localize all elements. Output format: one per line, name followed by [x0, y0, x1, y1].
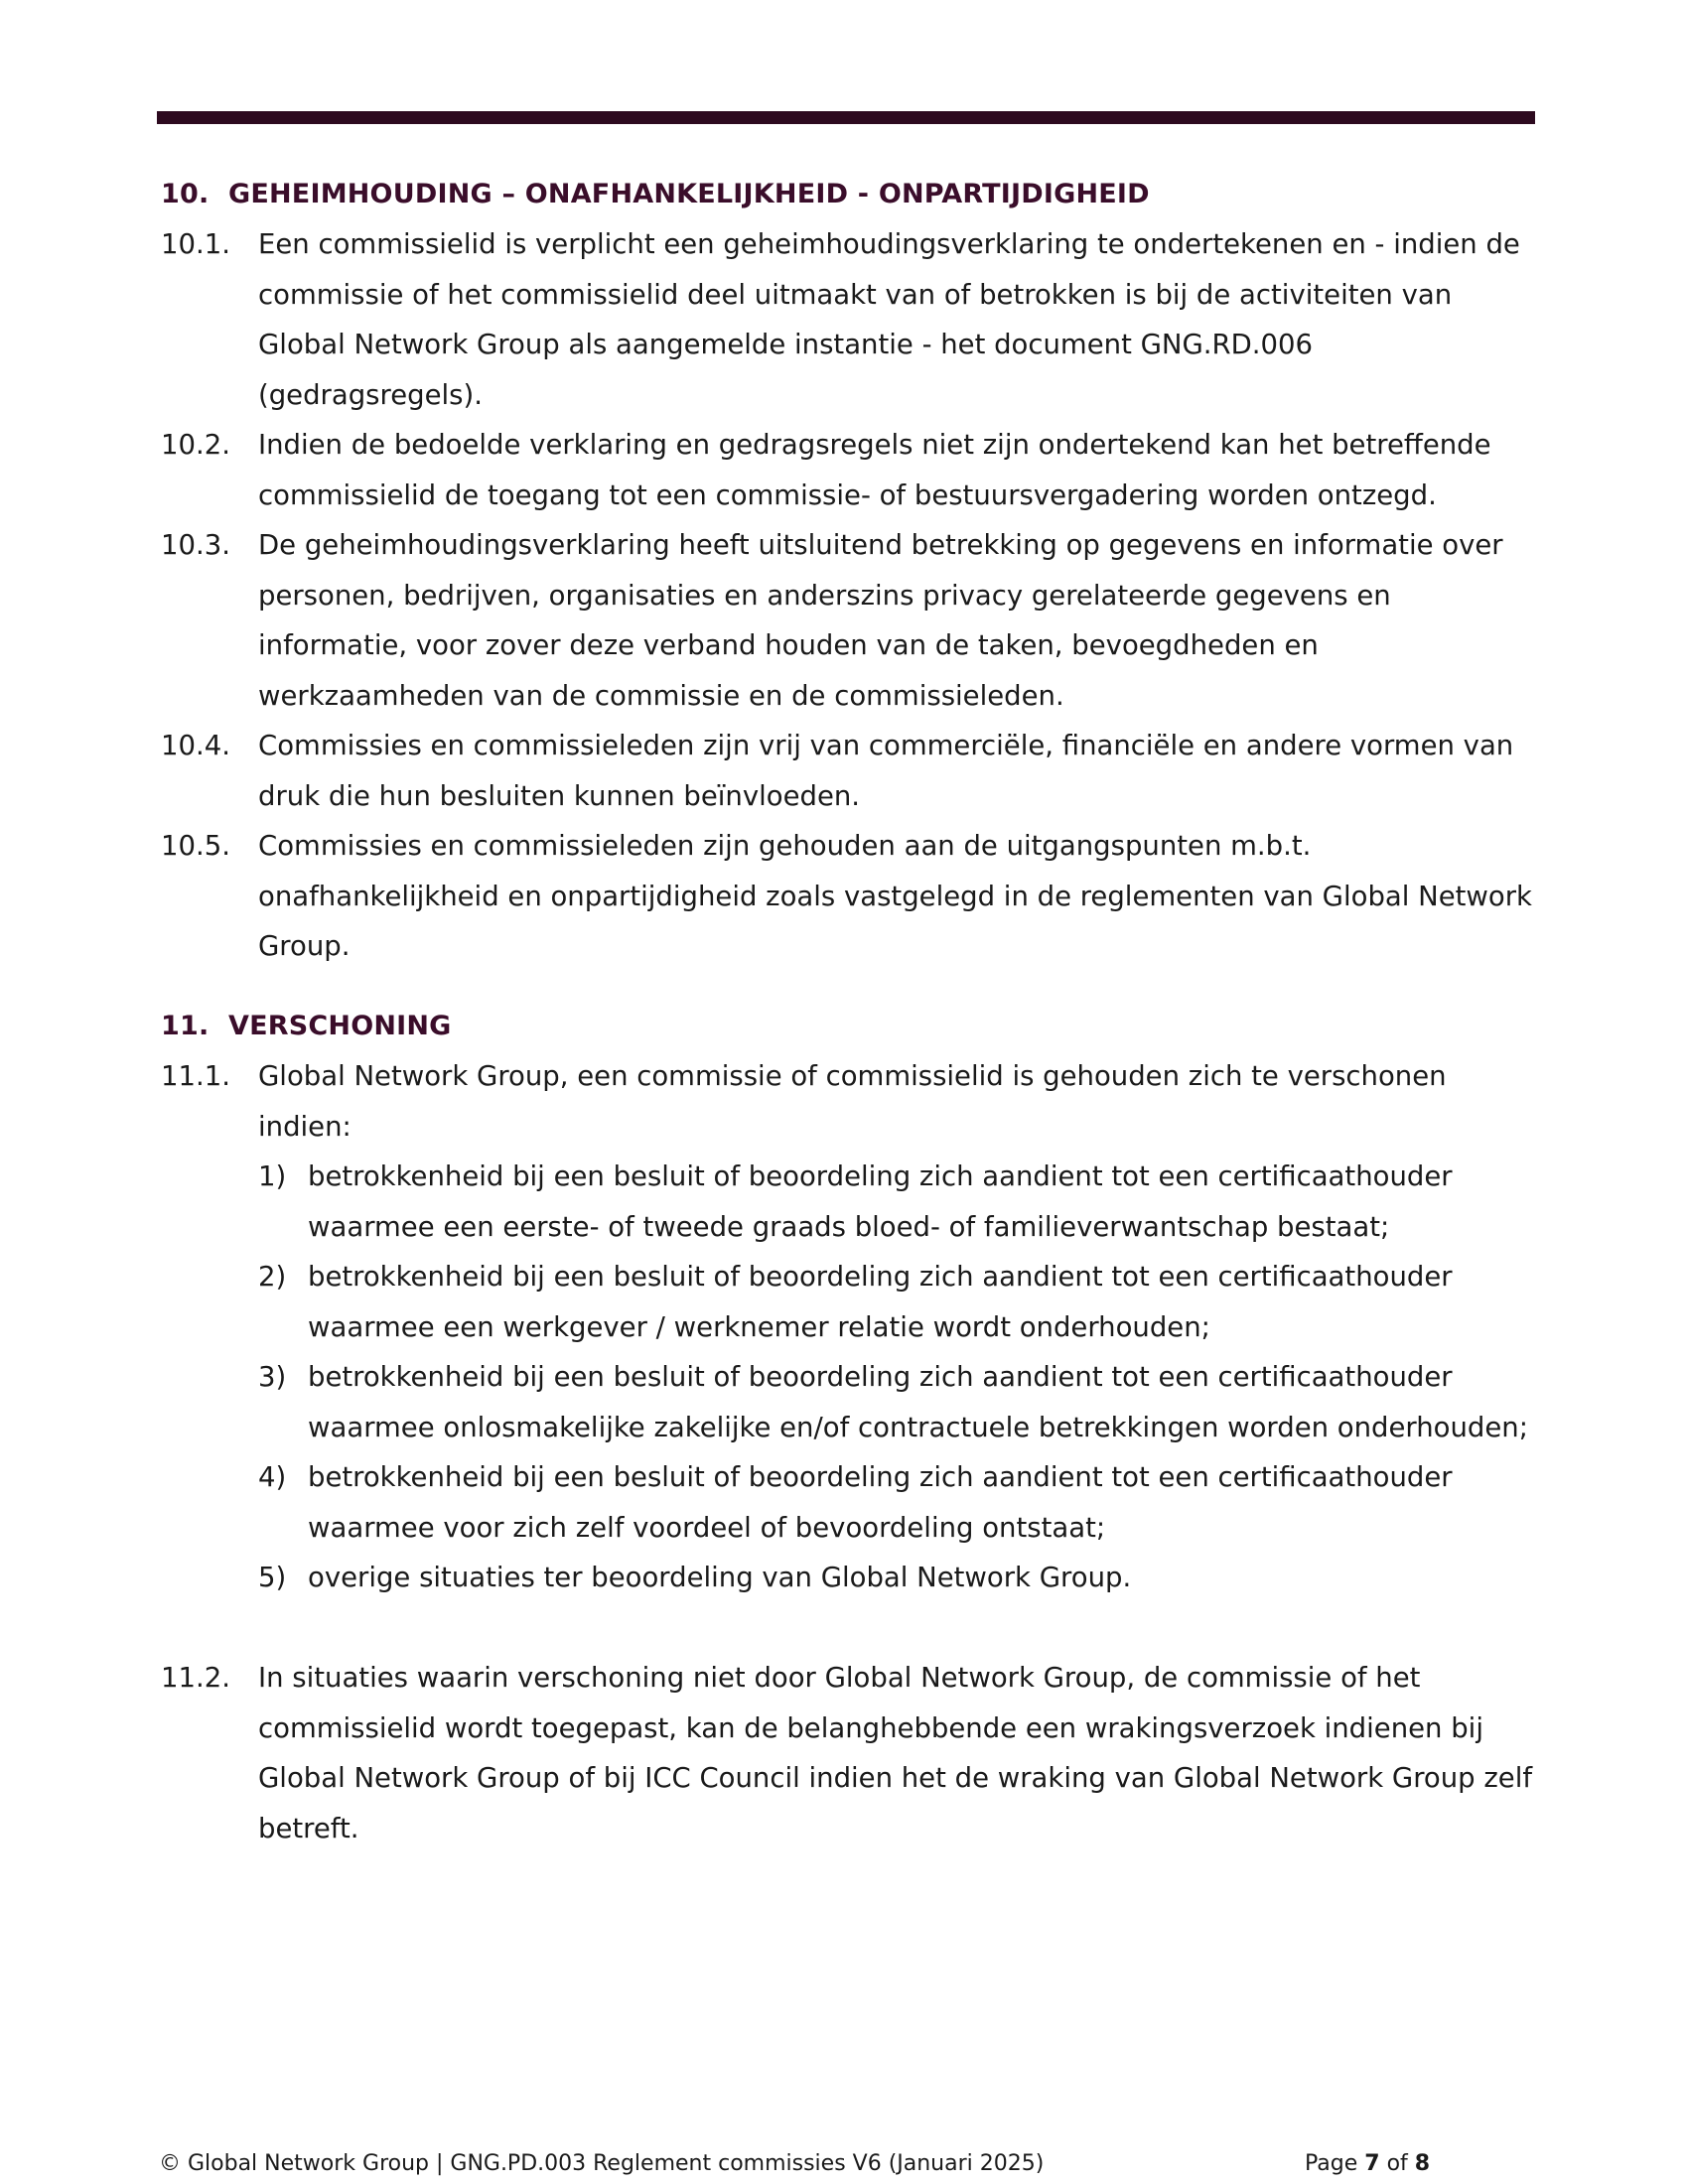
list-item-text: betrokkenheid bij een besluit of beoordeling zich aandient tot een certificaathouder waarmee een eerste- of tweede graads bloed- of familieverwantschap bestaat;	[308, 1160, 1453, 1243]
paragraph-text: Indien de bedoelde verklaring en gedragsregels niet zijn ondertekend kan het betreffende commissielid de toegang tot een commissie- of bestuursvergadering worden ontzegd.	[258, 429, 1491, 511]
paragraph-10-4	[161, 721, 1541, 821]
page-of: of	[1386, 2151, 1408, 2176]
paragraph-number: 11.2.	[161, 1662, 230, 1694]
list-item	[258, 1252, 1539, 1352]
paragraph-11-1	[161, 1051, 1541, 1152]
list-item-number: 1)	[258, 1160, 287, 1192]
paragraph-10-3	[161, 520, 1541, 721]
header-rule	[157, 111, 1535, 124]
paragraph-11-2	[161, 1653, 1541, 1853]
list-item	[258, 1352, 1539, 1452]
footer-copyright: © Global Network Group | GNG.PD.003 Reglement commissies V6 (Januari 2025)	[159, 2151, 1045, 2176]
list-item-text: betrokkenheid bij een besluit of beoordeling zich aandient tot een certificaathouder waarmee voor zich zelf voordeel of bevoordeling ontstaat;	[308, 1461, 1453, 1544]
paragraph-number: 10.5.	[161, 830, 230, 862]
paragraph-text: Commissies en commissieleden zijn vrij van commerciële, financiële en andere vormen van druk die hun besluiten kunnen beïnvloeden.	[258, 730, 1514, 812]
list-item-number: 2)	[258, 1261, 287, 1293]
paragraph-text: Een commissielid is verplicht een geheimhoudingsverklaring te ondertekenen en - indien de commissie of het commissielid deel uitmaakt van of betrokken is bij de activiteiten van Global Network Group als aangemelde instantie - het document GNG.RD.006 (gedragsregels).	[258, 228, 1520, 411]
page-label: Page	[1305, 2151, 1358, 2176]
paragraph-number: 10.1.	[161, 228, 230, 260]
paragraph-text: In situaties waarin verschoning niet door Global Network Group, de commissie of het commissielid wordt toegepast, kan de belanghebbende een wrakingsverzoek indienen bij Global Network Group of bij ICC Council indien het de wraking van Global Network Group zelf betreft.	[258, 1662, 1533, 1844]
section-11-heading	[161, 1011, 452, 1041]
footer-page-number	[1305, 2151, 1430, 2176]
paragraph-text: Global Network Group, een commissie of commissielid is gehouden zich te verschonen indien:	[258, 1060, 1447, 1143]
paragraph-number: 11.1.	[161, 1060, 230, 1092]
section-title: VERSCHONING	[228, 1011, 452, 1041]
paragraph-number: 10.2.	[161, 429, 230, 461]
list-item	[258, 1152, 1539, 1252]
list-item-text: betrokkenheid bij een besluit of beoordeling zich aandient tot een certificaathouder waarmee onlosmakelijke zakelijke en/of contractuele betrekkingen worden onderhouden;	[308, 1361, 1529, 1443]
paragraph-10-2	[161, 420, 1541, 520]
exclusion-list	[258, 1152, 1539, 1603]
paragraph-number: 10.3.	[161, 529, 230, 561]
section-number: 10.	[161, 179, 210, 209]
page-current: 7	[1364, 2151, 1380, 2176]
paragraph-text: Commissies en commissieleden zijn gehouden aan de uitgangspunten m.b.t. onafhankelijkheid en onpartijdigheid zoals vastgelegd in de reglementen van Global Network Group.	[258, 830, 1532, 962]
list-item-text: betrokkenheid bij een besluit of beoordeling zich aandient tot een certificaathouder waarmee een werkgever / werknemer relatie wordt onderhouden;	[308, 1261, 1453, 1343]
list-item	[258, 1553, 1539, 1603]
section-title: GEHEIMHOUDING – ONAFHANKELIJKHEID - ONPARTIJDIGHEID	[228, 179, 1150, 209]
list-item	[258, 1452, 1539, 1553]
section-number: 11.	[161, 1011, 210, 1041]
list-item-number: 3)	[258, 1361, 287, 1393]
page-total: 8	[1414, 2151, 1431, 2176]
list-item-number: 5)	[258, 1562, 287, 1593]
list-item-number: 4)	[258, 1461, 287, 1493]
paragraph-number: 10.4.	[161, 730, 230, 761]
list-item-text: overige situaties ter beoordeling van Global Network Group.	[308, 1562, 1132, 1593]
paragraph-10-1	[161, 219, 1541, 420]
section-10-heading	[161, 179, 1150, 209]
paragraph-10-5	[161, 821, 1541, 972]
paragraph-text: De geheimhoudingsverklaring heeft uitsluitend betrekking op gegevens en informatie over personen, bedrijven, organisaties en anderszins privacy gerelateerde gegevens en informatie, voor zover deze verband houden van de taken, bevoegdheden en werkzaamheden van de commissie en de commissieleden.	[258, 529, 1503, 712]
